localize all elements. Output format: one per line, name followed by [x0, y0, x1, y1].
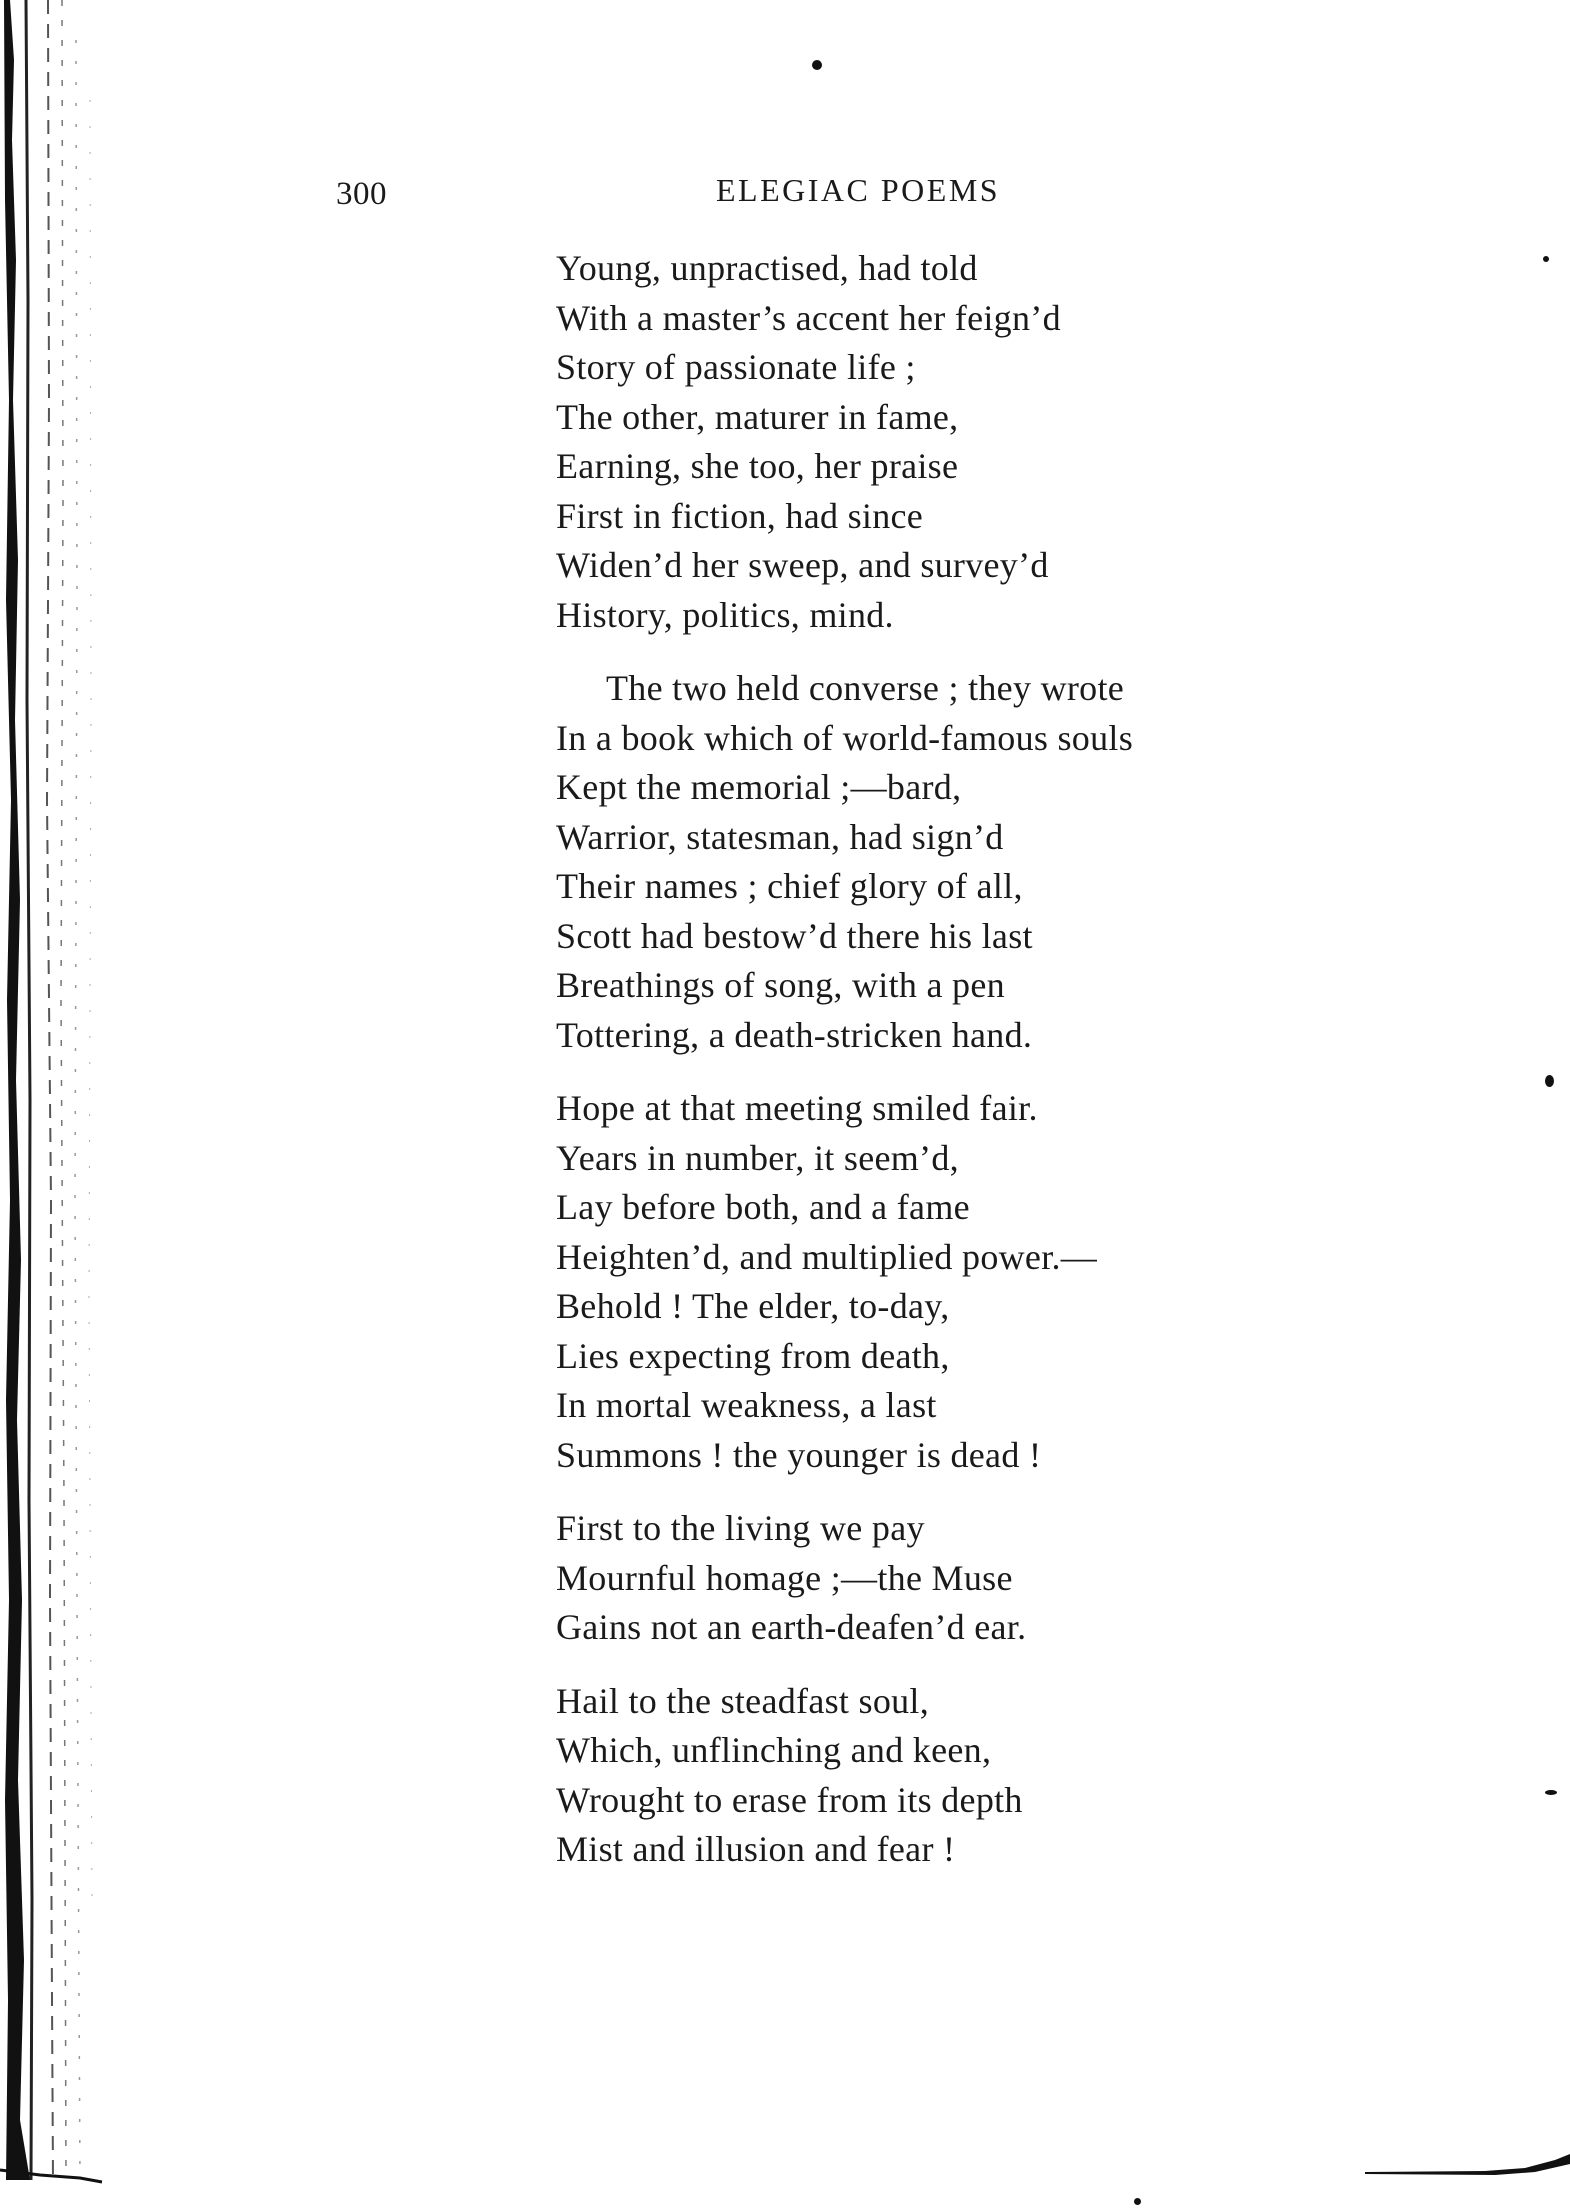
poem-line: Story of passionate life ;	[556, 347, 916, 387]
poem-line: Summons ! the younger is dead !	[556, 1434, 1042, 1475]
stanza-5	[556, 1677, 1256, 1875]
poem-line: First to the living we pay	[556, 1508, 925, 1548]
poem-line: Kept the memorial ;—bard,	[556, 767, 962, 807]
poem-line: The other, maturer in fame,	[556, 396, 959, 437]
binding-edge	[0, 0, 110, 2210]
poem-line: Hail to the steadfast soul,	[556, 1680, 930, 1721]
stanza-1	[556, 244, 1256, 640]
poem-line: Wrought to erase from its depth	[556, 1779, 1023, 1820]
poem-line: Which, unflinching and keen,	[556, 1730, 992, 1770]
poem-line: Scott had bestow’d there his last	[556, 915, 1033, 956]
speck-mark	[1543, 256, 1549, 262]
poem-line: Young, unpractised, had told	[556, 248, 978, 288]
running-title: ELEGIAC POEMS	[716, 172, 1001, 208]
poem-line: Tottering, a death-stricken hand.	[556, 1014, 1033, 1055]
poem-line: In mortal weakness, a last	[556, 1385, 937, 1425]
poem-line: Gains not an earth-deafen’d ear.	[556, 1607, 1027, 1647]
poem-line: Earning, she too, her praise	[556, 446, 959, 486]
poem-line: With a master’s accent her feign’d	[556, 297, 1061, 338]
poem-line: History, politics, mind.	[556, 594, 894, 635]
poem-line: Years in number, it seem’d,	[556, 1137, 959, 1178]
stanza-2	[556, 664, 1256, 1060]
speck-mark	[1545, 1790, 1557, 1795]
scan-edge-mark	[1365, 2150, 1570, 2180]
poem-line: Lies expecting from death,	[556, 1335, 950, 1376]
poem-line: First in fiction, had since	[556, 495, 924, 536]
poem-line: Their names ; chief glory of all,	[556, 866, 1023, 906]
speck-mark	[812, 60, 822, 70]
poem-line: Behold ! The elder, to-day,	[556, 1286, 950, 1326]
speck-mark	[1545, 1075, 1554, 1087]
poem-line: Mist and illusion and fear !	[556, 1829, 956, 1869]
poem-line: Warrior, statesman, had sign’d	[556, 816, 1004, 857]
poem-line: Lay before both, and a fame	[556, 1187, 970, 1227]
poem-line: Widen’d her sweep, and survey’d	[556, 545, 1049, 585]
poem-line: In a book which of world-famous souls	[556, 717, 1134, 758]
speck-mark	[1134, 2198, 1141, 2205]
running-header	[0, 166, 1570, 216]
poem-line: Heighten’d, and multiplied power.—	[556, 1236, 1098, 1277]
poem-body	[556, 244, 1256, 1899]
page-number: 300	[336, 176, 387, 212]
poem-line: The two held converse ; they wrote	[606, 668, 1125, 708]
stanza-3	[556, 1084, 1256, 1480]
poem-line: Hope at that meeting smiled fair.	[556, 1088, 1038, 1128]
poem-line: Breathings of song, with a pen	[556, 965, 1005, 1005]
poem-line: Mournful homage ;—the Muse	[556, 1557, 1013, 1598]
stanza-4	[556, 1504, 1256, 1653]
